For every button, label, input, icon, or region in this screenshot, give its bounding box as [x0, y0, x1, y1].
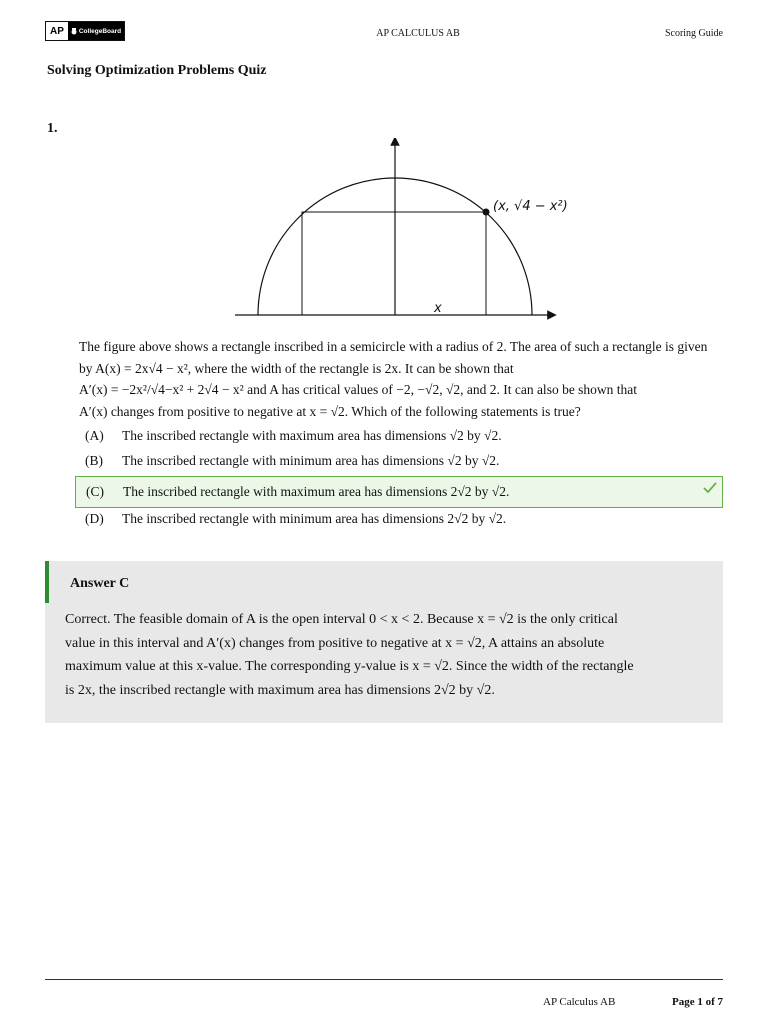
- answer-heading: Answer C: [70, 576, 130, 591]
- answer-body: [65, 608, 705, 702]
- footer-course: AP Calculus AB: [543, 996, 616, 1008]
- check-icon: [702, 480, 718, 496]
- stem-line: The figure above shows a rectangle inscribed in a semicircle with a radius of 2. The area of such a rectangle is given: [79, 339, 708, 354]
- corner-point: [483, 209, 490, 216]
- choice-letter: (A): [85, 428, 104, 443]
- choice-c-correct[interactable]: [75, 476, 723, 508]
- choice-text: The inscribed rectangle with minimum area has dimensions √2 by √2.: [122, 453, 500, 468]
- inscribed-rectangle: [302, 212, 486, 315]
- choice-d[interactable]: [79, 507, 724, 531]
- answer-line: value in this interval and A′(x) changes from positive to negative at x = √2, A attains an absolute: [65, 635, 605, 651]
- stem-line: A′(x) changes from positive to negative at x = √2. Which of the following statements is true?: [79, 403, 581, 419]
- question-number: 1.: [47, 121, 58, 136]
- choice-b[interactable]: [79, 449, 724, 473]
- answer-line: is 2x, the inscribed rectangle with maximum area has dimensions 2√2 by √2.: [65, 682, 495, 698]
- logo-collegeboard-text: CollegeBoard: [78, 27, 122, 35]
- question-stem: [79, 336, 724, 422]
- corner-point-label: (x, √4 − x²): [493, 199, 568, 214]
- answer-explanation: [45, 561, 723, 723]
- answer-line: Correct. The feasible domain of A is the open interval 0 < x < 2. Because x = √2 is the only critical: [65, 612, 618, 627]
- header-scoring-guide: Scoring Guide: [664, 28, 723, 39]
- choice-text: The inscribed rectangle with minimum area has dimensions 2√2 by √2.: [122, 511, 507, 526]
- choice-text: The inscribed rectangle with maximum area has dimensions 2√2 by √2.: [123, 484, 510, 499]
- header-course: AP CALCULUS AB: [376, 28, 460, 39]
- semicircle-figure: [225, 138, 585, 323]
- answer-accent-bar: [45, 561, 49, 603]
- footer-page-number: Page 1 of 7: [671, 996, 723, 1008]
- choice-letter: (B): [85, 453, 103, 468]
- quiz-title: Solving Optimization Problems Quiz: [47, 63, 267, 78]
- answer-line: maximum value at this x-value. The corresponding y-value is x = √2. Since the width of the rectangle: [65, 659, 634, 674]
- stem-line: A′(x) = −2x²/√4−x² + 2√4 − x² and A has critical values of −2, −√2, √2, and 2. It can also be shown that: [79, 382, 638, 397]
- logo-ap: AP: [46, 22, 68, 40]
- choice-letter: (D): [85, 511, 104, 526]
- choice-text: The inscribed rectangle with maximum area has dimensions √2 by √2.: [122, 428, 502, 443]
- choice-letter: (C): [86, 484, 104, 499]
- stem-line: by A(x) = 2x√4 − x², where the width of the rectangle is 2x. It can be shown that: [79, 360, 514, 376]
- footer-divider: [45, 979, 723, 980]
- x-width-label: x: [434, 301, 442, 316]
- choice-a[interactable]: [79, 424, 724, 448]
